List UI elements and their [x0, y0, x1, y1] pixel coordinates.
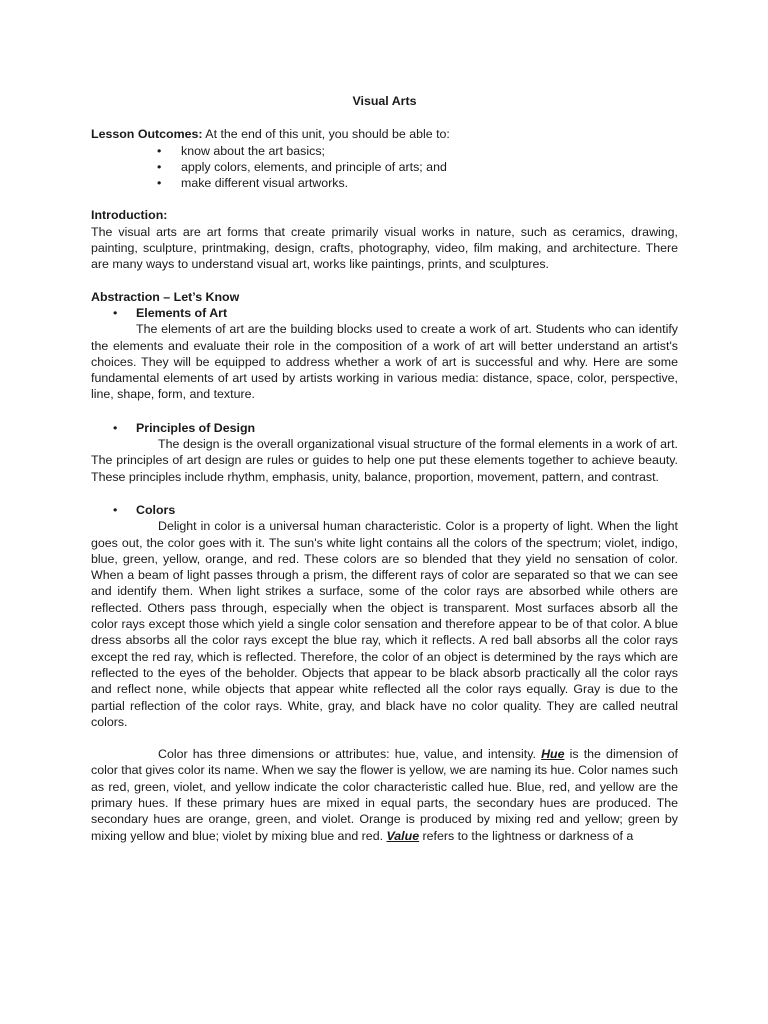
outcome-item [91, 143, 678, 159]
lesson-outcomes-label: Lesson Outcomes: [91, 127, 203, 142]
elements-of-art-title: Elements of Art [136, 305, 228, 320]
abstraction-heading: Abstraction – Let’s Know [91, 289, 240, 304]
principles-of-design-title: Principles of Design [136, 420, 256, 435]
bullet-icon: • [113, 305, 118, 320]
colors-title: Colors [136, 502, 176, 517]
principles-of-design-heading [91, 420, 678, 436]
outcome-text: know about the art basics; [181, 143, 325, 158]
lesson-outcomes-intro: At the end of this unit, you should be able to: [202, 127, 450, 142]
bullet-icon: • [157, 159, 162, 174]
principles-of-design-text: The design is the overall organizational visual structure of the formal elements in a work of art. The principles of art design are rules or guides to help one put these elements together to achieve beauty. These principles include rhythm, emphasis, unity, balance, proportion, movement, pattern, and contrast. [91, 437, 678, 484]
outcome-text: apply colors, elements, and principle of arts; and [181, 159, 447, 174]
outcome-item [91, 159, 678, 175]
colors-p2-start: Color has three dimensions or attributes: hue, value, and intensity. [158, 747, 542, 762]
colors-paragraph-2 [91, 746, 678, 844]
colors-p2-mid: is the dimension of color that gives color its name. When we say the flower is yellow, we are naming its hue. Color names such as red, green, violet, and yellow indicate the color characteristic called hue. Blue, red, and yellow are the primary hues. If these primary hues are mixed in equal parts, the secondary hues are produced. The secondary hues are orange, green, and violet. Orange is produced by mixing red and yellow; green by mixing yellow and blue; violet by mixing blue and red. [91, 747, 678, 843]
introduction-text: The visual arts are art forms that create primarily visual works in nature, such as ceramics, drawing, painting, sculpture, printmaking, design, crafts, photography, video, film making, and architecture. There are many ways to understand visual art, works like paintings, prints, and sculptures. [91, 224, 678, 272]
outcome-item [91, 175, 678, 191]
bullet-icon: • [157, 176, 162, 191]
bullet-icon: • [157, 143, 162, 158]
elements-of-art-text: The elements of art are the building blocks used to create a work of art. Students who can identify the elements and evaluate their role in the composition of a work of art will better understand an artist's choices. They will be equipped to address whether a work of art is successful and why. Here are some fundamental elements of art used by artists working in various media: distance, space, color, perspective, line, shape, form, and texture. [91, 322, 678, 402]
colors-paragraph-1: Delight in color is a universal human characteristic. Color is a property of light. When the light goes out, the color goes with it. The sun's white light contains all the colors of the spectrum; violet, indigo, blue, green, yellow, orange, and red. These colors are so blended that they yield no sensation of color. When a beam of light passes through a prism, the different rays of color are separated so that we can see and identify them. When light strikes a surface, some of the color rays are absorbed while others are reflected. Others pass through, especially when the object is transparent. Most surfaces absorb all the color rays except those which yield a single color sensation and therefore appear to be of that color. A blue dress absorbs all the color rays except the blue ray, which it reflects. A red ball absorbs all the color rays except the red ray, which is reflected. Therefore, the color of an object is determined by the rays which are reflected to the eyes of the beholder. Objects that appear to be black absorb practically all the color rays and reflect none, while objects that appear white reflected all the color rays equally. Gray is due to the partial reflection of the color rays. White, gray, and black have no color quality. They are called neutral colors. [91, 519, 678, 729]
colors-heading [91, 502, 678, 518]
bullet-icon: • [113, 502, 118, 517]
outcomes-list [91, 143, 678, 192]
page-title: Visual Arts [352, 94, 417, 108]
lesson-outcomes-line [91, 126, 678, 142]
colors-p2-end: refers to the lightness or darkness of a [419, 828, 634, 843]
hue-term: Hue [541, 747, 565, 762]
introduction-heading: Introduction: [91, 208, 168, 223]
outcome-text: make different visual artworks. [181, 176, 349, 191]
document-content [91, 93, 678, 844]
bullet-icon: • [113, 420, 118, 435]
elements-of-art-heading [91, 305, 678, 321]
value-term: Value [386, 828, 420, 843]
